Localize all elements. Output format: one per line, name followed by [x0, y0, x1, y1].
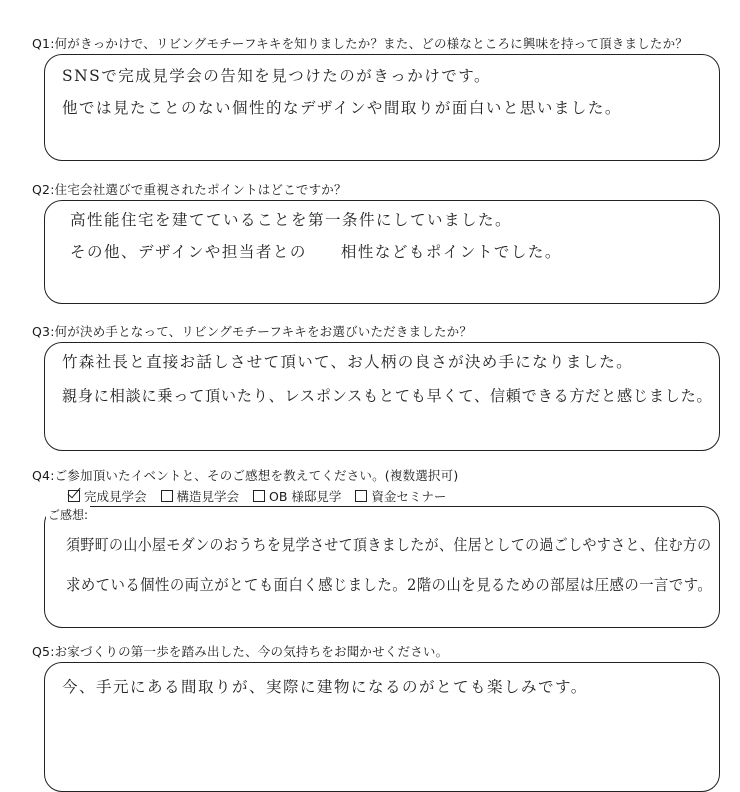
- option-kansei-kengakukai[interactable]: 完成見学会: [68, 489, 147, 504]
- answer-5-line-1: 今、手元にある間取りが、実際に建物になるのがとても楽しみです。: [62, 678, 588, 696]
- checkbox-icon[interactable]: [161, 490, 173, 502]
- answer-4-line-2: 求めている個性の両立がとても面白く感じました。2階の山を見るための部屋は圧感の一言です。: [66, 576, 713, 594]
- impression-label: ご感想:: [48, 508, 89, 522]
- answer-4-line-1: 須野町の山小屋モダンのおうちを見学させて頂きましたが、住居としての過ごしやすさと、住む方の: [66, 536, 712, 554]
- answer-box-4: [44, 506, 720, 628]
- question-3: Q3:何が決め手となって、リビングモチーフキキをお選びいただきましたか？: [32, 324, 473, 339]
- answer-1-line-1: SNSで完成見学会の告知を見つけたのがきっかけです。: [62, 67, 492, 85]
- checkbox-icon[interactable]: [355, 490, 367, 502]
- checkbox-checked-icon[interactable]: [68, 490, 80, 502]
- checkbox-icon[interactable]: [253, 490, 265, 502]
- answer-3-line-2: 親身に相談に乗って頂いたり、レスポンスもとても早くて、信頼できる方だと感じました。: [62, 387, 713, 405]
- question-1: Q1:何がきっかけで、リビングモチーフキキを知りましたか？また、どの様なところに興味を持って頂きましたか？: [32, 36, 688, 51]
- option-shikin-seminar[interactable]: 資金セミナー: [355, 489, 446, 504]
- option-kouzou-kengakukai[interactable]: 構造見学会: [161, 489, 240, 504]
- answer-3-line-1: 竹森社長と直接お話しさせて頂いて、お人柄の良さが決め手になりました。: [62, 353, 633, 371]
- question-2: Q2:住宅会社選びで重視されたポイントはどこですか？: [32, 182, 347, 197]
- option-ob-teikengaku[interactable]: OB 様邸見学: [253, 489, 341, 504]
- question-4: Q4:ご参加頂いたイベントと、そのご感想を教えてください。(複数選択可): [32, 468, 459, 483]
- question-5: Q5:お家づくりの第一歩を踏み出した、今の気持ちをお聞かせください。: [32, 644, 449, 659]
- answer-2-line-1: 高性能住宅を建てていることを第一条件にしていました。: [70, 211, 513, 229]
- event-options: [68, 487, 456, 505]
- answer-1-line-2: 他では見たことのない個性的なデザインや間取りが面白いと思いました。: [62, 99, 622, 117]
- answer-2-line-2: その他、デザインや担当者との 相性などもポイントでした。: [70, 243, 562, 261]
